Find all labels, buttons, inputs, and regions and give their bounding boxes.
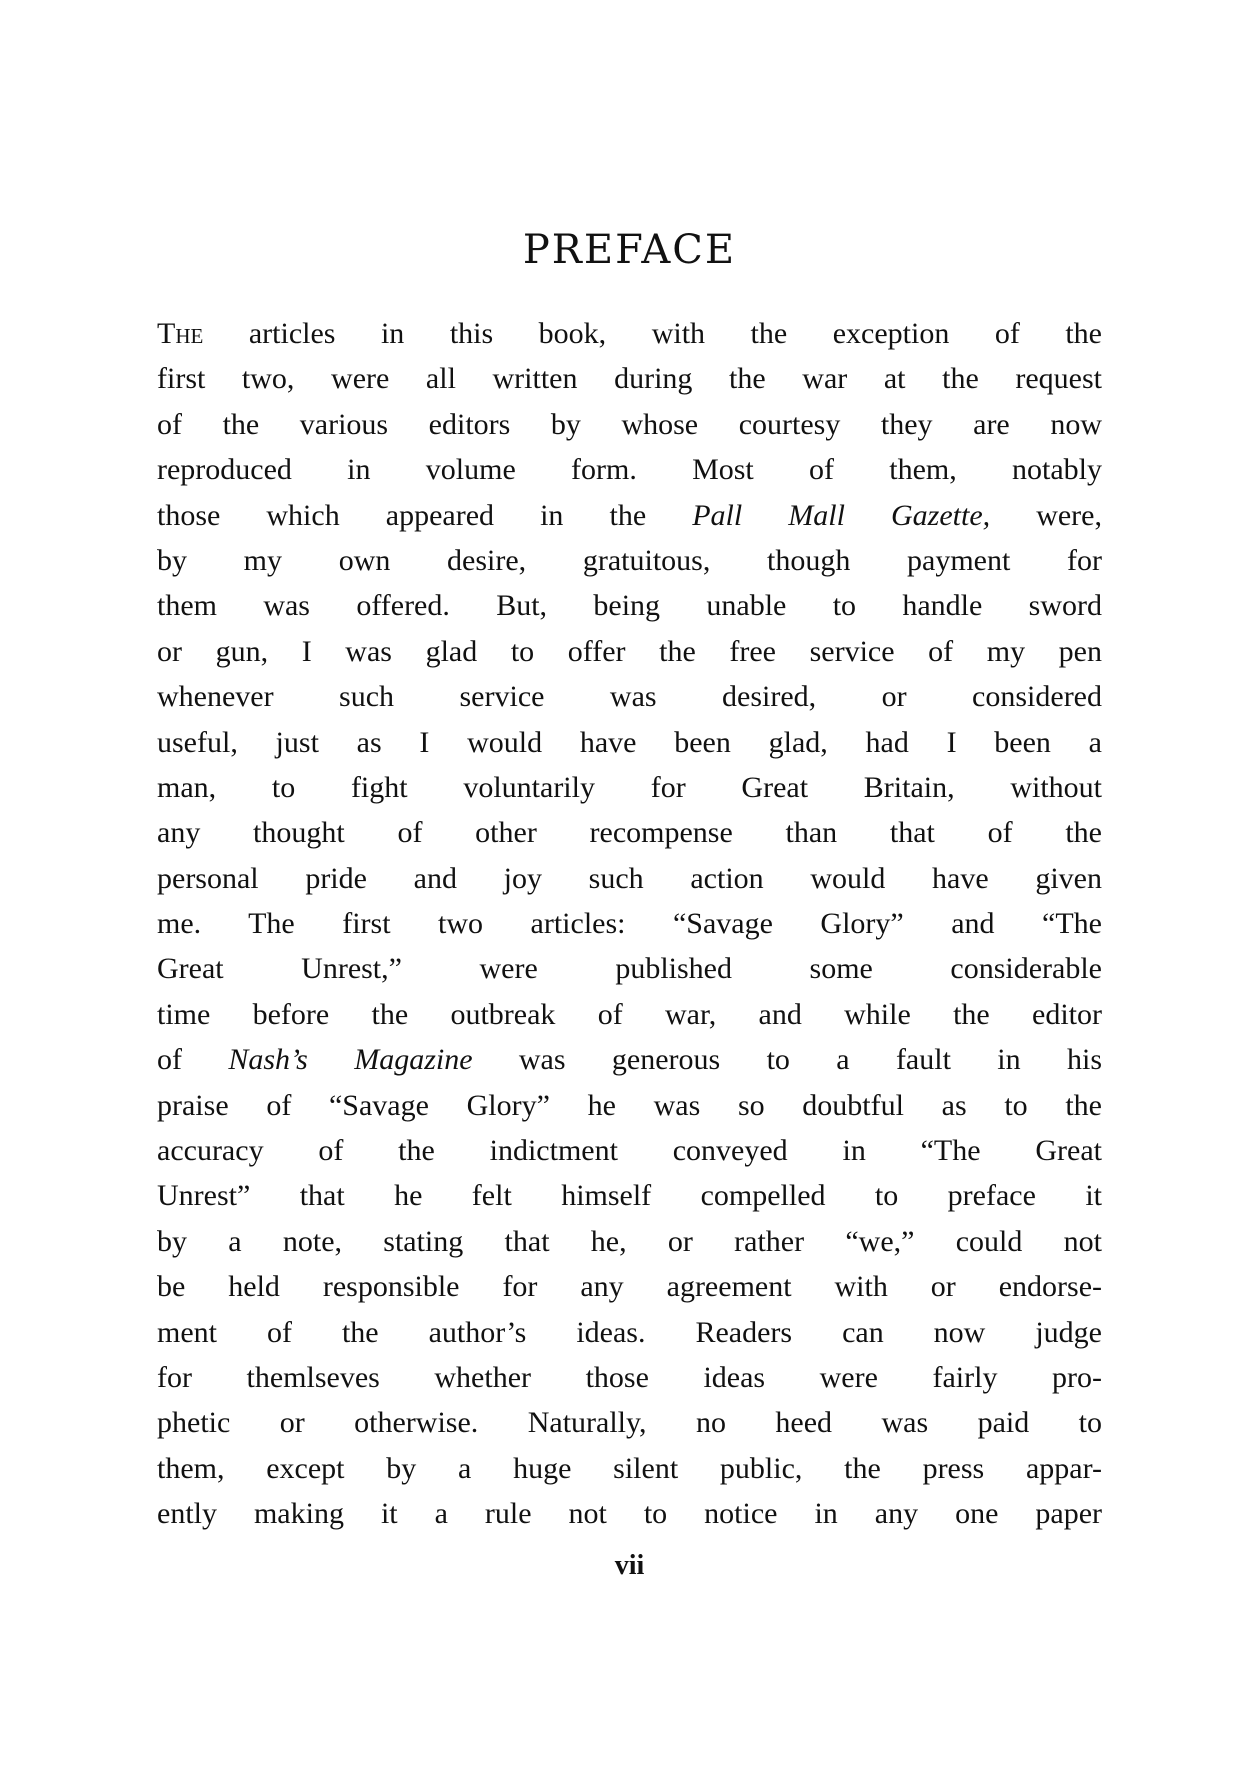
text-line [157, 629, 1102, 674]
text-segment: first two, were all written during the war at the request [157, 362, 1102, 396]
text-segment: those which appeared in the [157, 498, 693, 532]
text-segment: of [157, 1043, 229, 1077]
text-line [157, 992, 1102, 1037]
text-segment: praise of “Savage Glory” he was so doubtful as to the [157, 1088, 1102, 1122]
text-segment: accuracy of the indictment conveyed in “The Great [157, 1134, 1102, 1168]
preface-body [157, 311, 1102, 1537]
text-segment: me. The first two articles: “Savage Glory” and “The [157, 907, 1102, 941]
text-segment: for themlseves whether those ideas were fairly pro- [157, 1360, 1102, 1394]
text-line [157, 720, 1102, 765]
text-line [157, 311, 1102, 356]
text-segment: articles in this book, with the exception of the [203, 317, 1102, 350]
text-line [157, 1400, 1102, 1445]
page-number: vii [614, 1550, 645, 1581]
page-title: PREFACE [522, 227, 737, 273]
text-segment: was generous to a fault in his [472, 1043, 1102, 1077]
text-line [157, 447, 1102, 492]
text-segment: whenever such service was desired, or considered [157, 680, 1102, 714]
text-line [157, 946, 1102, 991]
text-line [157, 1037, 1102, 1082]
text-segment: Great Unrest,” were published some considerable [157, 952, 1102, 986]
text-line [157, 1264, 1102, 1309]
text-line [157, 765, 1102, 810]
text-segment: be held responsible for any agreement with or endorse- [157, 1270, 1102, 1304]
text-line [157, 810, 1102, 855]
text-line [157, 1491, 1102, 1536]
text-segment: phetic or otherwise. Naturally, no heed was paid to [157, 1406, 1102, 1440]
text-segment: or gun, I was glad to offer the free service of my pen [157, 634, 1102, 668]
text-segment: were, [990, 498, 1102, 532]
small-caps-word: The [157, 317, 204, 350]
text-line [157, 356, 1102, 401]
text-segment: any thought of other recompense than that of the [157, 816, 1102, 850]
text-line [157, 901, 1102, 946]
text-line [157, 1128, 1102, 1173]
text-line [157, 402, 1102, 447]
text-line [157, 1219, 1102, 1264]
text-line [157, 1355, 1102, 1400]
text-segment: personal pride and joy such action would have given [157, 861, 1102, 895]
text-line [157, 674, 1102, 719]
text-segment: time before the outbreak of war, and while the editor [157, 997, 1102, 1031]
text-line [157, 538, 1102, 583]
text-segment: of the various editors by whose courtesy they are now [157, 407, 1102, 441]
text-segment: useful, just as I would have been glad, had I been a [157, 725, 1102, 759]
text-segment: reproduced in volume form. Most of them, notably [157, 453, 1102, 487]
text-segment: by my own desire, gratuitous, though payment for [157, 543, 1102, 577]
text-segment: them was offered. But, being unable to handle sword [157, 589, 1102, 623]
text-segment: them, except by a huge silent public, the press appar- [157, 1451, 1102, 1485]
text-segment: ment of the author’s ideas. Readers can now judge [157, 1315, 1102, 1349]
italic-title: Nash’s Magazine [228, 1043, 473, 1077]
text-line [157, 856, 1102, 901]
italic-title: Pall Mall Gazette, [692, 498, 991, 532]
text-line [157, 1173, 1102, 1218]
text-line [157, 1083, 1102, 1128]
text-segment: man, to fight voluntarily for Great Britain, without [157, 770, 1102, 804]
text-segment: Unrest” that he felt himself compelled to preface it [157, 1179, 1102, 1213]
text-segment: ently making it a rule not to notice in any one paper [157, 1497, 1102, 1531]
text-line [157, 583, 1102, 628]
text-line [157, 1310, 1102, 1355]
text-segment: by a note, stating that he, or rather “we,” could not [157, 1224, 1102, 1258]
text-line [157, 1446, 1102, 1491]
text-line [157, 493, 1102, 538]
